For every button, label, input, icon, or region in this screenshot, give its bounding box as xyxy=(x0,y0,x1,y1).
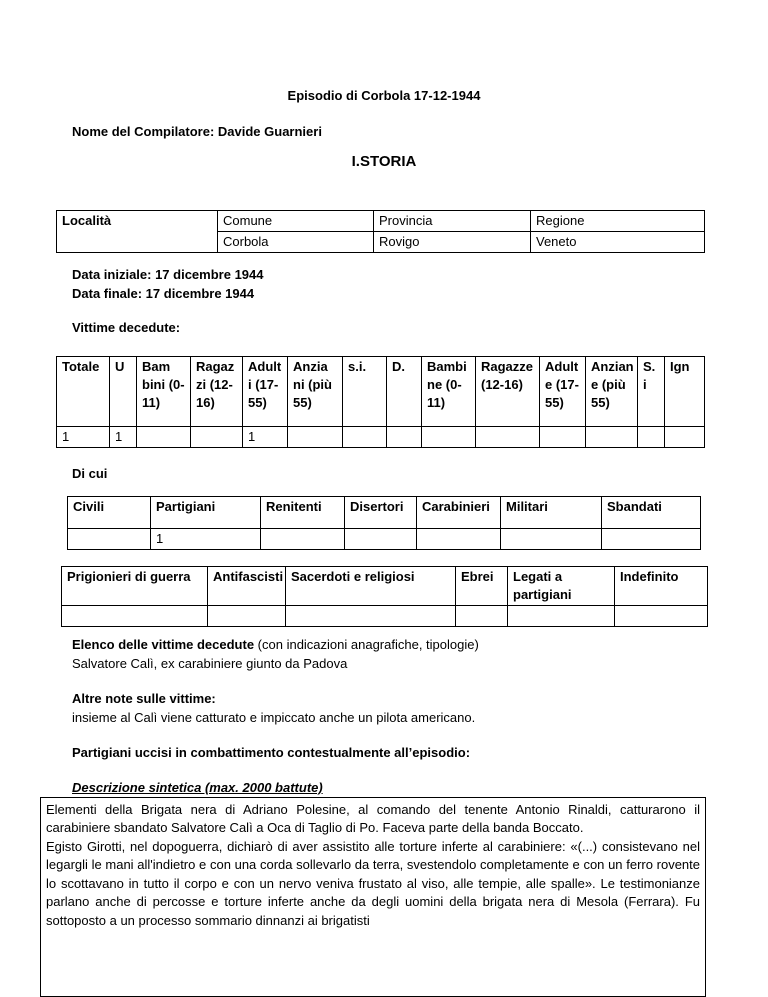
regione-value: Veneto xyxy=(531,232,705,253)
victims-header-cell: Ragazze (12-16) xyxy=(476,357,540,427)
victims-value-cell xyxy=(476,427,540,448)
victims-value-cell xyxy=(638,427,665,448)
di-cui-header-cell: Militari xyxy=(501,497,602,529)
victims-list-label-bold: Elenco delle vittime decedute xyxy=(72,637,255,652)
comune-value: Corbola xyxy=(218,232,374,253)
victims-header-cell: Adult e (17-55) xyxy=(540,357,586,427)
di-cui-value-cell xyxy=(417,529,501,550)
category-value-cell xyxy=(615,606,708,627)
episode-title: Episodio di Corbola 17-12-1944 xyxy=(287,88,481,103)
di-cui-value-cell xyxy=(345,529,417,550)
victims-value-cell xyxy=(288,427,343,448)
description-paragraph: Elementi della Brigata nera di Adriano Polesine, al comando del tenente Antonio Rinaldi, catturarono il carabiniere sbandato Salvatore Calì a Oca di Taglio di Po. Faceva parte della banda Boccato. xyxy=(46,802,700,836)
victims-header-cell: Ragaz zi (12-16) xyxy=(191,357,243,427)
regione-header: Regione xyxy=(531,211,705,232)
victims-header-cell: U xyxy=(110,357,137,427)
description-label: Descrizione sintetica (max. 2000 battute) xyxy=(72,780,323,795)
categories-table xyxy=(61,566,708,627)
di-cui-header-cell: Renitenti xyxy=(261,497,345,529)
victims-value-cell: 1 xyxy=(243,427,288,448)
victims-header-cell: Anzian e (più 55) xyxy=(586,357,638,427)
victims-value-cell xyxy=(387,427,422,448)
victims-header-cell: s.i. xyxy=(343,357,387,427)
victims-value-cell xyxy=(540,427,586,448)
category-value-cell xyxy=(508,606,615,627)
victims-list-text: Salvatore Calì, ex carabiniere giunto da Padova xyxy=(72,656,348,671)
victims-value-cell xyxy=(586,427,638,448)
category-header-cell: Indefinito xyxy=(615,567,708,606)
location-table xyxy=(56,210,705,253)
category-header-cell: Legati a partigiani xyxy=(508,567,615,606)
description-paragraph: Egisto Girotti, nel dopoguerra, dichiarò di aver assistito alle torture inferte al carabiniere: «(...) consistevano nel legargli le mani all'indietro e con una corda sollevarlo da terra, svestendolo completamente e con un ferro rovente lo scottavano in tutto il corpo e con un nervo veniva frustato al viso, alle tempie, alle spalle». Le testimonianze parlano anche di percosse e torture inferte anche da degli uomini della brigata nera di Mesola (Ferrara). Fu sottoposto a un processo sommario dinnanzi ai brigatisti xyxy=(46,838,700,928)
victims-header-cell: Adult i (17-55) xyxy=(243,357,288,427)
victims-value-cell xyxy=(137,427,191,448)
di-cui-value-cell xyxy=(602,529,701,550)
other-notes-text: insieme al Calì viene catturato e impiccato anche un pilota americano. xyxy=(72,710,476,725)
victims-header-cell: D. xyxy=(387,357,422,427)
di-cui-value-cell: 1 xyxy=(151,529,261,550)
victims-header-cell: Ign xyxy=(665,357,705,427)
category-value-cell xyxy=(208,606,286,627)
location-label: Località xyxy=(57,211,218,253)
victims-header-cell: Bam bini (0-11) xyxy=(137,357,191,427)
di-cui-header-cell: Civili xyxy=(68,497,151,529)
category-header-cell: Prigionieri di guerra xyxy=(62,567,208,606)
di-cui-value-cell xyxy=(501,529,602,550)
di-cui-header-cell: Sbandati xyxy=(602,497,701,529)
victims-header-cell: Anzia ni (più 55) xyxy=(288,357,343,427)
victims-header-cell: Bambi ne (0-11) xyxy=(422,357,476,427)
description-box xyxy=(40,797,706,997)
category-header-cell: Antifascisti xyxy=(208,567,286,606)
victims-value-cell xyxy=(343,427,387,448)
category-value-cell xyxy=(456,606,508,627)
victims-value-cell xyxy=(665,427,705,448)
victims-header-cell: Totale xyxy=(57,357,110,427)
partisans-killed-label: Partigiani uccisi in combattimento contestualmente all’episodio: xyxy=(72,745,471,760)
category-value-cell xyxy=(62,606,208,627)
victims-label: Vittime decedute: xyxy=(72,320,181,335)
end-date: Data finale: 17 dicembre 1944 xyxy=(72,286,255,301)
victims-value-cell xyxy=(422,427,476,448)
di-cui-label: Di cui xyxy=(72,466,108,481)
provincia-value: Rovigo xyxy=(374,232,531,253)
category-header-cell: Ebrei xyxy=(456,567,508,606)
di-cui-header-cell: Partigiani xyxy=(151,497,261,529)
di-cui-header-cell: Disertori xyxy=(345,497,417,529)
victims-header-cell: S. i xyxy=(638,357,665,427)
comune-header: Comune xyxy=(218,211,374,232)
category-value-cell xyxy=(286,606,456,627)
victims-value-cell: 1 xyxy=(57,427,110,448)
di-cui-value-cell xyxy=(68,529,151,550)
other-notes-label: Altre note sulle vittime: xyxy=(72,691,216,706)
compiler-line: Nome del Compilatore: Davide Guarnieri xyxy=(72,124,322,139)
di-cui-table xyxy=(67,496,701,550)
provincia-header: Provincia xyxy=(374,211,531,232)
di-cui-header-cell: Carabinieri xyxy=(417,497,501,529)
victims-table xyxy=(56,356,705,448)
victims-value-cell: 1 xyxy=(110,427,137,448)
di-cui-value-cell xyxy=(261,529,345,550)
victims-value-cell xyxy=(191,427,243,448)
victims-list-label xyxy=(72,636,479,654)
category-header-cell: Sacerdoti e religiosi xyxy=(286,567,456,606)
start-date: Data iniziale: 17 dicembre 1944 xyxy=(72,267,264,282)
victims-list-label-rest: (con indicazioni anagrafiche, tipologie) xyxy=(254,637,479,652)
section-title: I.STORIA xyxy=(351,153,417,170)
